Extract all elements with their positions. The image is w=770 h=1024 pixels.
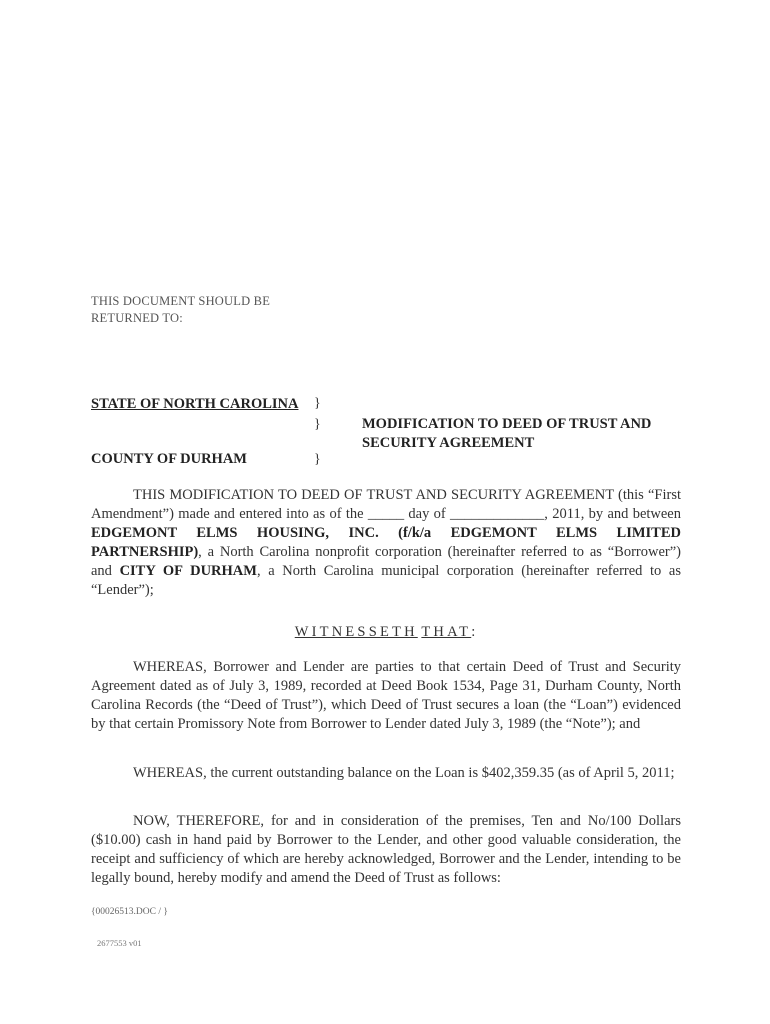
lender-name: CITY OF DURHAM: [119, 563, 257, 579]
return-to-line1: THIS DOCUMENT SHOULD BE: [91, 294, 271, 308]
intro-text-2: , a North Carolina nonprofit corporation (hereinafter referred to as “Borrower”) and: [91, 544, 681, 579]
witnesseth-word: WITNESSETH: [294, 624, 418, 640]
caption-brace: }: [314, 396, 321, 411]
whereas-paragraph-1: WHEREAS, Borrower and Lender are parties to that certain Deed of Trust and Security Agreement dated as of July 3, 1989, recorded at Deed Book 1534, Page 31, Durham County, North Carolina Records (the “Deed of Trust”), which Deed of Trust secures a loan (the “Loan”) evidenced by that certain Promissory Note from Borrower to Lender dated July 3, 1989 (the “Note”); and: [91, 659, 681, 732]
return-to-block: [91, 293, 270, 327]
caption-brace: }: [314, 452, 321, 467]
intro-paragraph: [91, 486, 681, 600]
witnesseth-colon: :: [471, 624, 476, 640]
caption-brace: }: [314, 417, 321, 432]
footer-doc-id: {00026513.DOC / }: [91, 907, 168, 917]
document-title-line1: MODIFICATION TO DEED OF TRUST AND: [362, 416, 652, 432]
footer-ref: 2677553 v01: [97, 938, 142, 948]
document-title: [362, 415, 692, 453]
return-to-line2: RETURNED TO:: [91, 311, 183, 325]
now-therefore-paragraph: NOW, THEREFORE, for and in consideration of the premises, Ten and No/100 Dollars ($10.00) cash in hand paid by Borrower to the Lender, and other good valuable consideration, the receipt and sufficiency of which are hereby acknowledged, Borrower and the Lender, intending to be legally bound, hereby modify and amend the Deed of Trust as follows:: [91, 813, 681, 886]
state-caption: STATE OF NORTH CAROLINA: [91, 396, 299, 412]
borrower-name: EDGEMONT ELMS HOUSING, INC. (f/k/a EDGEMONT ELMS LIMITED PARTNERSHIP): [91, 525, 681, 560]
whereas-paragraph-2: WHEREAS, the current outstanding balance on the Loan is $402,359.35 (as of April 5, 2011;: [133, 765, 675, 781]
county-caption: COUNTY OF DURHAM: [91, 451, 247, 467]
intro-text-3: , a North Carolina municipal corporation (hereinafter referred to as “Lender”);: [91, 563, 682, 598]
document-title-line2: SECURITY AGREEMENT: [362, 435, 535, 451]
witnesseth-heading: [0, 624, 770, 641]
intro-text-1: THIS MODIFICATION TO DEED OF TRUST AND SECURITY AGREEMENT (this “First Amendment”) made and entered into as of the _____ day of _____________, 2011, by and between: [91, 487, 681, 522]
that-word: THAT: [421, 624, 472, 640]
